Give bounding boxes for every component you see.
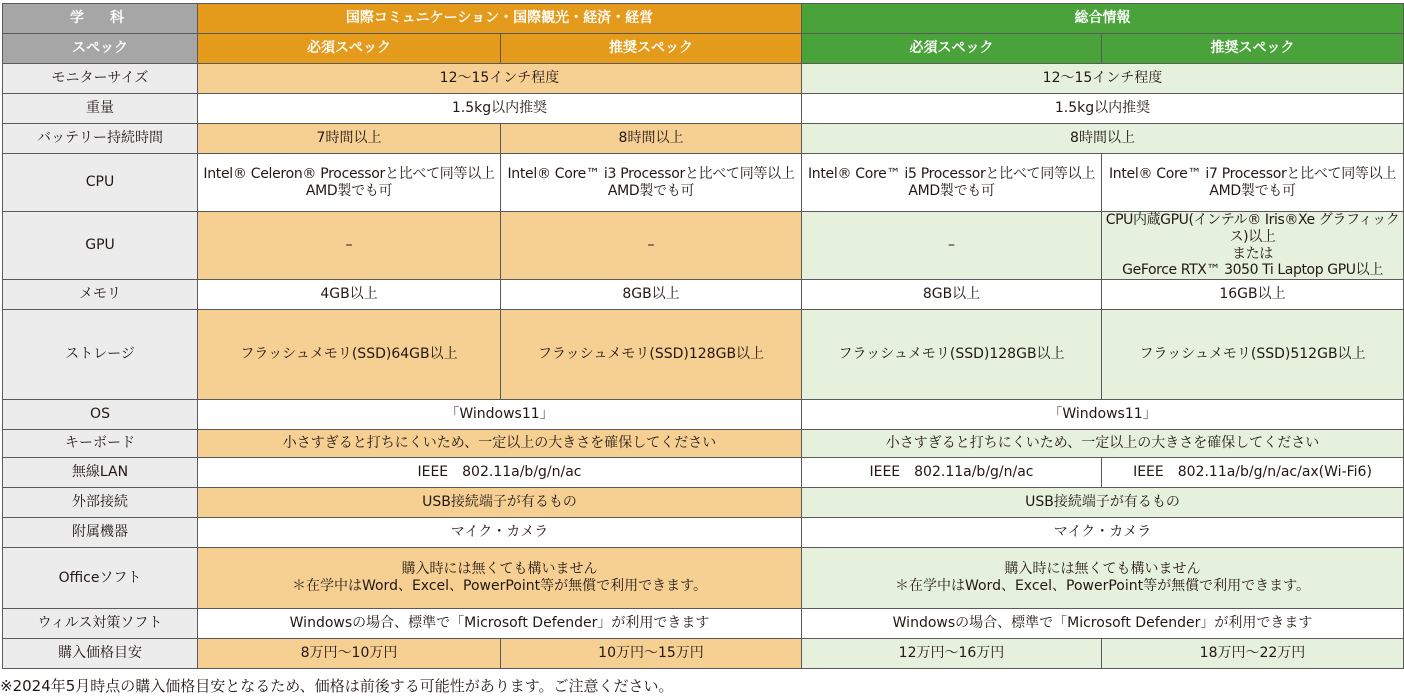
gpu-line: または: [1232, 245, 1273, 262]
cpu-line: AMD製でも可: [1209, 182, 1296, 199]
keyboard-group-b: 小さすぎると打ちにくいため、一定以上の大きさを確保してください: [802, 430, 1404, 458]
storage-group-a-recommended: フラッシュメモリ(SSD)128GB以上: [501, 310, 802, 400]
row-weight: [3, 94, 1404, 124]
weight-group-b: 1.5kg以内推奨: [802, 94, 1404, 124]
wireless-group-b-recommended: IEEE 802.11a/b/g/n/ac/ax(Wi-Fi6): [1102, 458, 1404, 488]
faculty-header: 学 科: [3, 4, 198, 34]
weight-group-a: 1.5kg以内推奨: [198, 94, 802, 124]
row-label: OS: [3, 400, 198, 430]
row-accessories: [3, 518, 1404, 548]
row-label: 附属機器: [3, 518, 198, 548]
price-group-a-recommended: 10万円〜15万円: [501, 639, 802, 669]
row-storage: [3, 310, 1404, 400]
battery-group-a-recommended: 8時間以上: [501, 124, 802, 154]
office-group-a: [198, 548, 802, 609]
row-label: メモリ: [3, 280, 198, 310]
cpu-line: AMD製でも可: [908, 182, 995, 199]
office-line: 購入時には無くても構いません: [401, 561, 598, 578]
row-memory: [3, 280, 1404, 310]
memory-group-b-required: 8GB以上: [802, 280, 1102, 310]
office-note: ＊在学中はWord、Excel、PowerPoint等が無償で利用できます。: [894, 578, 1311, 595]
monitor-group-b: 12〜15インチ程度: [802, 64, 1404, 94]
group-b-required-header: 必須スペック: [802, 34, 1102, 64]
battery-group-a-required: 7時間以上: [198, 124, 501, 154]
memory-group-a-required: 4GB以上: [198, 280, 501, 310]
monitor-group-a: 12〜15インチ程度: [198, 64, 802, 94]
row-price: [3, 639, 1404, 669]
cpu-group-a-recommended: [501, 154, 802, 212]
memory-group-b-recommended: 16GB以上: [1102, 280, 1404, 310]
office-note: ＊在学中はWord、Excel、PowerPoint等が無償で利用できます。: [291, 578, 708, 595]
row-label: 無線LAN: [3, 458, 198, 488]
keyboard-group-a: 小さすぎると打ちにくいため、一定以上の大きさを確保してください: [198, 430, 802, 458]
storage-group-a-required: フラッシュメモリ(SSD)64GB以上: [198, 310, 501, 400]
antivirus-group-a: Windowsの場合、標準で「Microsoft Defender」が利用できます: [198, 609, 802, 639]
gpu-line: CPU内蔵GPU(インテル® Iris®Xe グラフィックス)以上: [1105, 212, 1400, 245]
header-row-spec: [3, 34, 1404, 64]
cpu-group-b-required: [802, 154, 1102, 212]
group-b-recommended-header: 推奨スペック: [1102, 34, 1404, 64]
row-label: キーボード: [3, 430, 198, 458]
office-group-b: [802, 548, 1404, 609]
office-line: 購入時には無くても構いません: [1004, 561, 1201, 578]
os-group-a: 「Windows11」: [198, 400, 802, 430]
battery-group-b: 8時間以上: [802, 124, 1404, 154]
ports-group-a: USB接続端子が有るもの: [198, 488, 802, 518]
row-wireless: [3, 458, 1404, 488]
price-group-b-required: 12万円〜16万円: [802, 639, 1102, 669]
row-label: ウィルス対策ソフト: [3, 609, 198, 639]
row-ports: [3, 488, 1404, 518]
row-label: 外部接続: [3, 488, 198, 518]
gpu-group-b-recommended: [1102, 212, 1404, 280]
spec-table: [2, 3, 1404, 669]
cpu-line: Intel® Core™ i5 Processorと比べて同等以上: [807, 165, 1096, 182]
cpu-group-b-recommended: [1102, 154, 1404, 212]
cpu-line: Intel® Core™ i3 Processorと比べて同等以上: [507, 165, 795, 182]
memory-group-a-recommended: 8GB以上: [501, 280, 802, 310]
accessories-group-a: マイク・カメラ: [198, 518, 802, 548]
gpu-group-a-required: –: [198, 212, 501, 280]
cpu-line: Intel® Celeron® Processorと比べて同等以上: [203, 165, 495, 182]
gpu-line: GeForce RTX™ 3050 Ti Laptop GPU以上: [1122, 262, 1383, 279]
wireless-group-b-required: IEEE 802.11a/b/g/n/ac: [802, 458, 1102, 488]
row-label: GPU: [3, 212, 198, 280]
row-battery: [3, 124, 1404, 154]
row-label: バッテリー持続時間: [3, 124, 198, 154]
ports-group-b: USB接続端子が有るもの: [802, 488, 1404, 518]
storage-group-b-recommended: フラッシュメモリ(SSD)512GB以上: [1102, 310, 1404, 400]
row-label: CPU: [3, 154, 198, 212]
row-label: 重量: [3, 94, 198, 124]
row-os: [3, 400, 1404, 430]
group-b-header: 総合情報: [802, 4, 1404, 34]
row-antivirus: [3, 609, 1404, 639]
spec-header: スペック: [3, 34, 198, 64]
gpu-group-b-required: –: [802, 212, 1102, 280]
price-group-b-recommended: 18万円〜22万円: [1102, 639, 1404, 669]
antivirus-group-b: Windowsの場合、標準で「Microsoft Defender」が利用できます: [802, 609, 1404, 639]
storage-group-b-required: フラッシュメモリ(SSD)128GB以上: [802, 310, 1102, 400]
gpu-group-a-recommended: –: [501, 212, 802, 280]
row-office: [3, 548, 1404, 609]
row-cpu: [3, 154, 1404, 212]
group-a-required-header: 必須スペック: [198, 34, 501, 64]
cpu-group-a-required: [198, 154, 501, 212]
row-monitor: [3, 64, 1404, 94]
row-label: Officeソフト: [3, 548, 198, 609]
row-gpu: [3, 212, 1404, 280]
cpu-line: Intel® Core™ i7 Processorと比べて同等以上: [1108, 165, 1397, 182]
row-label: ストレージ: [3, 310, 198, 400]
group-a-header: 国際コミュニケーション・国際観光・経済・経営: [198, 4, 802, 34]
row-label: モニターサイズ: [3, 64, 198, 94]
header-row-faculty: [3, 4, 1404, 34]
row-keyboard: [3, 430, 1404, 458]
os-group-b: 「Windows11」: [802, 400, 1404, 430]
price-group-a-required: 8万円〜10万円: [198, 639, 501, 669]
accessories-group-b: マイク・カメラ: [802, 518, 1404, 548]
group-a-recommended-header: 推奨スペック: [501, 34, 802, 64]
cpu-line: AMD製でも可: [305, 182, 393, 199]
wireless-group-a: IEEE 802.11a/b/g/n/ac: [198, 458, 802, 488]
cpu-line: AMD製でも可: [607, 182, 695, 199]
row-label: 購入価格目安: [3, 639, 198, 669]
footnote: ※2024年5月時点の購入価格目安となるため、価格は前後する可能性があります。ご注意ください。: [0, 677, 674, 695]
